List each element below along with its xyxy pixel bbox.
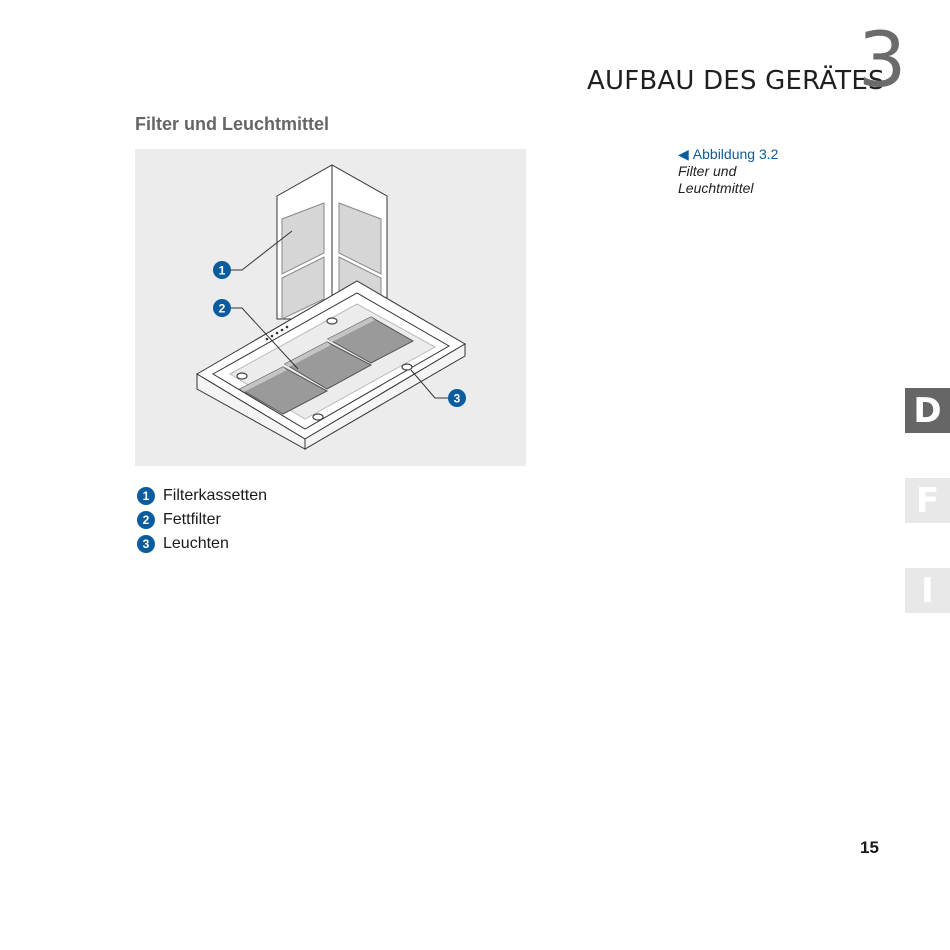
callout-3: 3: [453, 391, 461, 406]
language-tab-f[interactable]: F: [905, 478, 950, 523]
legend-label: Filterkassetten: [163, 487, 268, 504]
legend-label: Leuchten: [163, 535, 229, 552]
legend-number: 1: [137, 487, 155, 505]
chapter-title: AUFBAU DES GERÄTES: [587, 66, 885, 96]
language-tab-i[interactable]: I: [905, 568, 950, 613]
figure-caption: [678, 146, 778, 197]
figure-illustration: [135, 149, 526, 466]
caption-text: Filter und Leuchtmittel: [678, 163, 754, 196]
caption-reference: Abbildung 3.2: [692, 146, 779, 162]
range-hood-diagram: [135, 149, 526, 466]
legend-number: 2: [137, 511, 155, 529]
legend-label: Fettfilter: [163, 511, 221, 528]
language-tab-d[interactable]: D: [905, 388, 950, 433]
caption-arrow-icon: ◀: [678, 146, 689, 162]
callout-2: 2: [218, 301, 226, 316]
callout-1: 1: [218, 263, 226, 278]
legend-item: [137, 532, 267, 556]
legend-item: [137, 508, 267, 532]
legend-item: [137, 484, 267, 508]
section-heading: Filter und Leuchtmittel: [135, 114, 330, 134]
legend-number: 3: [137, 535, 155, 553]
page-number: 15: [860, 838, 879, 857]
legend-list: [137, 484, 267, 556]
chapter-number: 3: [858, 15, 907, 104]
